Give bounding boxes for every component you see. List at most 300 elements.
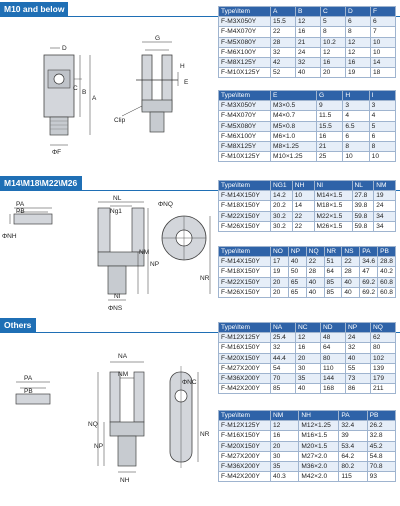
value-cell: 19 bbox=[346, 68, 371, 78]
value-cell: 16 bbox=[321, 57, 346, 67]
spec-table-small-threads bbox=[218, 90, 396, 162]
dimension-label: ΦNC bbox=[182, 379, 197, 386]
value-cell: 30.2 bbox=[271, 211, 293, 221]
table-row bbox=[219, 431, 396, 441]
value-cell: 12 bbox=[346, 47, 371, 57]
column-header: F bbox=[371, 7, 396, 17]
column-header: Type\Item bbox=[219, 323, 271, 333]
value-cell: 14 bbox=[292, 201, 314, 211]
dimension-label: NR bbox=[200, 275, 210, 282]
value-cell: 40.2 bbox=[378, 267, 396, 277]
value-cell: 115 bbox=[339, 472, 367, 482]
model-cell: F-M18X150Y bbox=[219, 267, 271, 277]
value-cell: 20 bbox=[296, 353, 321, 363]
model-cell: F-M26X150Y bbox=[219, 287, 271, 297]
table-header-row bbox=[219, 91, 396, 101]
spec-table-medium-dims bbox=[218, 180, 396, 232]
column-header: NL bbox=[352, 181, 374, 191]
column-header: Type\Item bbox=[219, 181, 271, 191]
value-cell: 10.2 bbox=[321, 37, 346, 47]
column-header: ND bbox=[321, 323, 346, 333]
value-cell: 22 bbox=[342, 257, 360, 267]
value-cell: 47 bbox=[360, 267, 378, 277]
table-row bbox=[219, 472, 396, 482]
value-cell: M26×1.5 bbox=[314, 221, 352, 231]
value-cell: 6 bbox=[369, 131, 395, 141]
dimension-label: NM bbox=[118, 371, 129, 378]
table-row bbox=[219, 131, 396, 141]
column-header: H bbox=[343, 91, 369, 101]
value-cell: M20×1.5 bbox=[299, 441, 339, 451]
dimension-label: NL bbox=[113, 195, 122, 202]
table-row bbox=[219, 461, 396, 471]
model-cell: F-M4X070Y bbox=[219, 27, 271, 37]
clevis-diagram-others bbox=[2, 336, 214, 502]
model-cell: F-M14X150Y bbox=[219, 257, 271, 267]
model-cell: F-M8X125Y bbox=[219, 141, 271, 151]
value-cell: 45.2 bbox=[367, 441, 395, 451]
dimension-label: PB bbox=[24, 388, 33, 395]
table-row bbox=[219, 343, 396, 353]
table-row bbox=[219, 221, 396, 231]
column-header: PB bbox=[367, 411, 395, 421]
column-header: Type\Item bbox=[219, 411, 271, 421]
model-cell: F-M42X200Y bbox=[219, 384, 271, 394]
value-cell: 24 bbox=[374, 201, 396, 211]
model-cell: F-M16X150Y bbox=[219, 343, 271, 353]
value-cell: 14 bbox=[371, 57, 396, 67]
value-cell: M36×2.0 bbox=[299, 461, 339, 471]
value-cell: 110 bbox=[321, 363, 346, 373]
model-cell: F-M6X100Y bbox=[219, 47, 271, 57]
value-cell: 52 bbox=[271, 68, 296, 78]
dimension-label: G bbox=[155, 35, 161, 42]
value-cell: 32 bbox=[271, 343, 296, 353]
value-cell: 34.6 bbox=[360, 257, 378, 267]
table-row bbox=[219, 111, 396, 121]
value-cell: 20 bbox=[271, 277, 289, 287]
column-header: NQ bbox=[306, 247, 324, 257]
value-cell: M22×1.5 bbox=[314, 211, 352, 221]
value-cell: 144 bbox=[321, 373, 346, 383]
value-cell: 40 bbox=[296, 68, 321, 78]
value-cell: 59.8 bbox=[352, 211, 374, 221]
dimension-label: NQ bbox=[88, 421, 98, 428]
dimension-label: NP bbox=[150, 261, 160, 268]
value-cell: M10×1.25 bbox=[271, 152, 317, 162]
value-cell: 73 bbox=[346, 373, 371, 383]
dimension-label: NR bbox=[200, 431, 210, 438]
value-cell: 8 bbox=[346, 27, 371, 37]
value-cell: 39.8 bbox=[352, 201, 374, 211]
value-cell: 55 bbox=[346, 363, 371, 373]
model-cell: F-M12X125Y bbox=[219, 421, 271, 431]
value-cell: 64 bbox=[321, 343, 346, 353]
column-header: NM bbox=[374, 181, 396, 191]
spec-table-others-dims bbox=[218, 322, 396, 394]
column-header: G bbox=[317, 91, 343, 101]
value-cell: 32 bbox=[346, 343, 371, 353]
table-header-row bbox=[219, 323, 396, 333]
table-row bbox=[219, 287, 396, 297]
column-header: A bbox=[271, 7, 296, 17]
value-cell: 5 bbox=[321, 17, 346, 27]
value-cell: M12×1.25 bbox=[299, 421, 339, 431]
value-cell: 40 bbox=[346, 353, 371, 363]
value-cell: 70 bbox=[271, 373, 296, 383]
column-header: PB bbox=[378, 247, 396, 257]
column-header: NA bbox=[271, 323, 296, 333]
column-header: NP bbox=[288, 247, 306, 257]
model-cell: F-M20X150Y bbox=[219, 441, 271, 451]
dimension-label: A bbox=[92, 95, 97, 102]
dimension-label: ΦNH bbox=[2, 233, 17, 240]
model-cell: F-M6X100Y bbox=[219, 131, 271, 141]
clevis-diagram-medium bbox=[2, 194, 214, 314]
model-cell: F-M16X150Y bbox=[219, 431, 271, 441]
value-cell: 40.3 bbox=[271, 472, 299, 482]
value-cell: 6 bbox=[346, 17, 371, 27]
value-cell: 27.8 bbox=[352, 191, 374, 201]
value-cell: 32.4 bbox=[339, 421, 367, 431]
value-cell: 22 bbox=[292, 221, 314, 231]
model-cell: F-M22X150Y bbox=[219, 211, 271, 221]
dimension-label: NM bbox=[139, 249, 150, 256]
value-cell: 28 bbox=[271, 37, 296, 47]
value-cell: 80 bbox=[321, 353, 346, 363]
table-row bbox=[219, 363, 396, 373]
dimension-label: ΦNS bbox=[108, 305, 123, 312]
table-row bbox=[219, 17, 396, 27]
value-cell: 15.5 bbox=[271, 17, 296, 27]
value-cell: 20 bbox=[271, 287, 289, 297]
value-cell: 93 bbox=[367, 472, 395, 482]
value-cell: 70.8 bbox=[367, 461, 395, 471]
column-header: I bbox=[369, 91, 395, 101]
value-cell: 9 bbox=[317, 101, 343, 111]
value-cell: 60.8 bbox=[378, 277, 396, 287]
value-cell: 20.2 bbox=[271, 201, 293, 211]
model-cell: F-M3X050Y bbox=[219, 101, 271, 111]
value-cell: 51 bbox=[324, 257, 342, 267]
value-cell: 54.8 bbox=[367, 451, 395, 461]
value-cell: 4 bbox=[343, 111, 369, 121]
value-cell: 102 bbox=[371, 353, 396, 363]
table-header-row bbox=[219, 7, 396, 17]
value-cell: 34 bbox=[374, 221, 396, 231]
table-row bbox=[219, 141, 396, 151]
value-cell: 22 bbox=[292, 211, 314, 221]
column-header: NP bbox=[346, 323, 371, 333]
value-cell: 35 bbox=[271, 461, 299, 471]
model-cell: F-M27X200Y bbox=[219, 363, 271, 373]
column-header: NO bbox=[271, 247, 289, 257]
value-cell: 40 bbox=[306, 287, 324, 297]
model-cell: F-M20X150Y bbox=[219, 353, 271, 363]
column-header: Type\Item bbox=[219, 91, 271, 101]
value-cell: 10 bbox=[343, 152, 369, 162]
value-cell: 32 bbox=[296, 57, 321, 67]
value-cell: 60.8 bbox=[378, 287, 396, 297]
value-cell: 12 bbox=[296, 17, 321, 27]
column-header: PA bbox=[360, 247, 378, 257]
value-cell: 3 bbox=[343, 101, 369, 111]
value-cell: 179 bbox=[371, 373, 396, 383]
table-row bbox=[219, 68, 396, 78]
value-cell: 12 bbox=[321, 47, 346, 57]
column-header: NC bbox=[296, 323, 321, 333]
table-row bbox=[219, 277, 396, 287]
value-cell: 53.4 bbox=[339, 441, 367, 451]
model-cell: F-M3X050Y bbox=[219, 17, 271, 27]
value-cell: 30.2 bbox=[271, 221, 293, 231]
value-cell: 22 bbox=[306, 257, 324, 267]
column-header: PA bbox=[339, 411, 367, 421]
model-cell: F-M36X200Y bbox=[219, 373, 271, 383]
model-cell: F-M5X080Y bbox=[219, 37, 271, 47]
value-cell: 62 bbox=[371, 333, 396, 343]
column-header: NS bbox=[342, 247, 360, 257]
value-cell: 10 bbox=[369, 152, 395, 162]
value-cell: 69.2 bbox=[360, 277, 378, 287]
value-cell: 4 bbox=[369, 111, 395, 121]
value-cell: 22 bbox=[271, 27, 296, 37]
value-cell: 18 bbox=[371, 68, 396, 78]
value-cell: 30 bbox=[271, 451, 299, 461]
table-row bbox=[219, 451, 396, 461]
value-cell: 32 bbox=[271, 47, 296, 57]
table-row bbox=[219, 201, 396, 211]
value-cell: M4×0.7 bbox=[271, 111, 317, 121]
column-header: NQ bbox=[371, 323, 396, 333]
model-cell: F-M4X070Y bbox=[219, 111, 271, 121]
column-header: NH bbox=[299, 411, 339, 421]
value-cell: 40 bbox=[342, 277, 360, 287]
column-header: NH bbox=[292, 181, 314, 191]
value-cell: 25.4 bbox=[271, 333, 296, 343]
value-cell: 21 bbox=[296, 37, 321, 47]
value-cell: 10 bbox=[292, 191, 314, 201]
value-cell: M6×1.0 bbox=[271, 131, 317, 141]
table-row bbox=[219, 47, 396, 57]
column-header: NM bbox=[271, 411, 299, 421]
spec-table-others-threads bbox=[218, 410, 396, 482]
model-cell: F-M26X150Y bbox=[219, 221, 271, 231]
value-cell: 139 bbox=[371, 363, 396, 373]
dimension-label: PB bbox=[16, 208, 25, 215]
value-cell: 211 bbox=[371, 384, 396, 394]
model-cell: F-M5X080Y bbox=[219, 121, 271, 131]
dimension-label: PA bbox=[16, 201, 25, 208]
value-cell: 6 bbox=[371, 17, 396, 27]
value-cell: 19 bbox=[374, 191, 396, 201]
model-cell: F-M10X125Y bbox=[219, 152, 271, 162]
value-cell: 21 bbox=[317, 141, 343, 151]
value-cell: 8 bbox=[321, 27, 346, 37]
model-cell: F-M12X125Y bbox=[219, 333, 271, 343]
value-cell: 64.2 bbox=[339, 451, 367, 461]
table-row bbox=[219, 353, 396, 363]
value-cell: 69.2 bbox=[360, 287, 378, 297]
value-cell: 16 bbox=[296, 343, 321, 353]
table-header-row bbox=[219, 411, 396, 421]
value-cell: 10 bbox=[371, 37, 396, 47]
value-cell: 28.8 bbox=[378, 257, 396, 267]
value-cell: 14.2 bbox=[271, 191, 293, 201]
value-cell: 50 bbox=[288, 267, 306, 277]
value-cell: 86 bbox=[346, 384, 371, 394]
value-cell: M27×2.0 bbox=[299, 451, 339, 461]
dimension-label: H bbox=[180, 63, 185, 70]
value-cell: M18×1.5 bbox=[314, 201, 352, 211]
value-cell: 20 bbox=[271, 441, 299, 451]
value-cell: 24 bbox=[296, 47, 321, 57]
value-cell: 3 bbox=[369, 101, 395, 111]
table-row bbox=[219, 152, 396, 162]
model-cell: F-M22X150Y bbox=[219, 277, 271, 287]
value-cell: M8×1.25 bbox=[271, 141, 317, 151]
table-row bbox=[219, 37, 396, 47]
section-title-medium: M14\M18\M22\M26 bbox=[0, 176, 82, 190]
table-row bbox=[219, 333, 396, 343]
dimension-label: C bbox=[73, 85, 78, 92]
value-cell: 15.5 bbox=[317, 121, 343, 131]
section-title-small: M10 and below bbox=[0, 2, 68, 16]
value-cell: 17 bbox=[271, 257, 289, 267]
value-cell: 16 bbox=[346, 57, 371, 67]
table-row bbox=[219, 384, 396, 394]
value-cell: 39 bbox=[339, 431, 367, 441]
value-cell: 80 bbox=[371, 343, 396, 353]
value-cell: 85 bbox=[324, 277, 342, 287]
value-cell: 19 bbox=[271, 267, 289, 277]
value-cell: 85 bbox=[324, 287, 342, 297]
section-title-others: Others bbox=[0, 318, 36, 332]
value-cell: 168 bbox=[321, 384, 346, 394]
dimension-label: NP bbox=[94, 443, 104, 450]
dimension-label: ΦF bbox=[52, 149, 62, 156]
column-header: E bbox=[271, 91, 317, 101]
value-cell: 12 bbox=[296, 333, 321, 343]
column-header: NI bbox=[314, 181, 352, 191]
table-header-row bbox=[219, 181, 396, 191]
table-row bbox=[219, 27, 396, 37]
value-cell: 65 bbox=[288, 287, 306, 297]
column-header: NR bbox=[324, 247, 342, 257]
value-cell: 12 bbox=[271, 421, 299, 431]
value-cell: 11.5 bbox=[317, 111, 343, 121]
value-cell: 20 bbox=[321, 68, 346, 78]
value-cell: 44.4 bbox=[271, 353, 296, 363]
value-cell: 28 bbox=[306, 267, 324, 277]
value-cell: 25 bbox=[317, 152, 343, 162]
value-cell: 80.2 bbox=[339, 461, 367, 471]
value-cell: M14×1.5 bbox=[314, 191, 352, 201]
column-header: C bbox=[321, 7, 346, 17]
model-cell: F-M36X200Y bbox=[219, 461, 271, 471]
value-cell: 16 bbox=[317, 131, 343, 141]
value-cell: 6.5 bbox=[343, 121, 369, 131]
value-cell: 16 bbox=[296, 27, 321, 37]
dimension-label: B bbox=[82, 89, 87, 96]
value-cell: 54 bbox=[271, 363, 296, 373]
value-cell: 8 bbox=[343, 141, 369, 151]
column-header: B bbox=[296, 7, 321, 17]
table-row bbox=[219, 373, 396, 383]
value-cell: 64 bbox=[324, 267, 342, 277]
table-row bbox=[219, 267, 396, 277]
clevis-diagram-small bbox=[2, 20, 212, 170]
value-cell: 24 bbox=[346, 333, 371, 343]
spec-table-medium-size bbox=[218, 246, 396, 298]
value-cell: 16 bbox=[271, 431, 299, 441]
table-row bbox=[219, 257, 396, 267]
value-cell: 12 bbox=[346, 37, 371, 47]
table-row bbox=[219, 121, 396, 131]
dimension-label: E bbox=[184, 79, 189, 86]
value-cell: M3×0.5 bbox=[271, 101, 317, 111]
value-cell: 35 bbox=[296, 373, 321, 383]
value-cell: 5 bbox=[369, 121, 395, 131]
column-header: D bbox=[346, 7, 371, 17]
dimension-label: Clip bbox=[114, 117, 126, 124]
value-cell: 10 bbox=[371, 47, 396, 57]
value-cell: 26.2 bbox=[367, 421, 395, 431]
column-header: NG1 bbox=[271, 181, 293, 191]
table-row bbox=[219, 57, 396, 67]
column-header: Type\Item bbox=[219, 247, 271, 257]
value-cell: 7 bbox=[371, 27, 396, 37]
value-cell: M42×2.0 bbox=[299, 472, 339, 482]
model-cell: F-M27X200Y bbox=[219, 451, 271, 461]
value-cell: 48 bbox=[321, 333, 346, 343]
dimension-label: NI bbox=[114, 293, 121, 300]
dimension-label: PA bbox=[24, 375, 33, 382]
value-cell: 30 bbox=[296, 363, 321, 373]
value-cell: 6 bbox=[343, 131, 369, 141]
model-cell: F-M42X200Y bbox=[219, 472, 271, 482]
table-row bbox=[219, 191, 396, 201]
value-cell: 40 bbox=[306, 277, 324, 287]
dimension-label: Ng1 bbox=[110, 208, 122, 215]
dimension-label: NA bbox=[118, 353, 128, 360]
dimension-label: D bbox=[62, 45, 67, 52]
dimension-label: ΦNQ bbox=[158, 201, 173, 208]
value-cell: 42 bbox=[271, 57, 296, 67]
value-cell: 40 bbox=[342, 287, 360, 297]
table-row bbox=[219, 421, 396, 431]
value-cell: 40 bbox=[288, 257, 306, 267]
column-header: Type\Item bbox=[219, 7, 271, 17]
value-cell: 32.8 bbox=[367, 431, 395, 441]
model-cell: F-M18X150Y bbox=[219, 201, 271, 211]
value-cell: 34 bbox=[374, 211, 396, 221]
model-cell: F-M8X125Y bbox=[219, 57, 271, 67]
model-cell: F-M14X150Y bbox=[219, 191, 271, 201]
table-row bbox=[219, 211, 396, 221]
model-cell: F-M10X125Y bbox=[219, 68, 271, 78]
value-cell: M5×0.8 bbox=[271, 121, 317, 131]
value-cell: 8 bbox=[369, 141, 395, 151]
table-row bbox=[219, 441, 396, 451]
value-cell: 28 bbox=[342, 267, 360, 277]
value-cell: 40 bbox=[296, 384, 321, 394]
spec-table-small-dims bbox=[218, 6, 396, 78]
dimension-label: NH bbox=[120, 477, 130, 484]
table-row bbox=[219, 101, 396, 111]
value-cell: M16×1.5 bbox=[299, 431, 339, 441]
value-cell: 85 bbox=[271, 384, 296, 394]
